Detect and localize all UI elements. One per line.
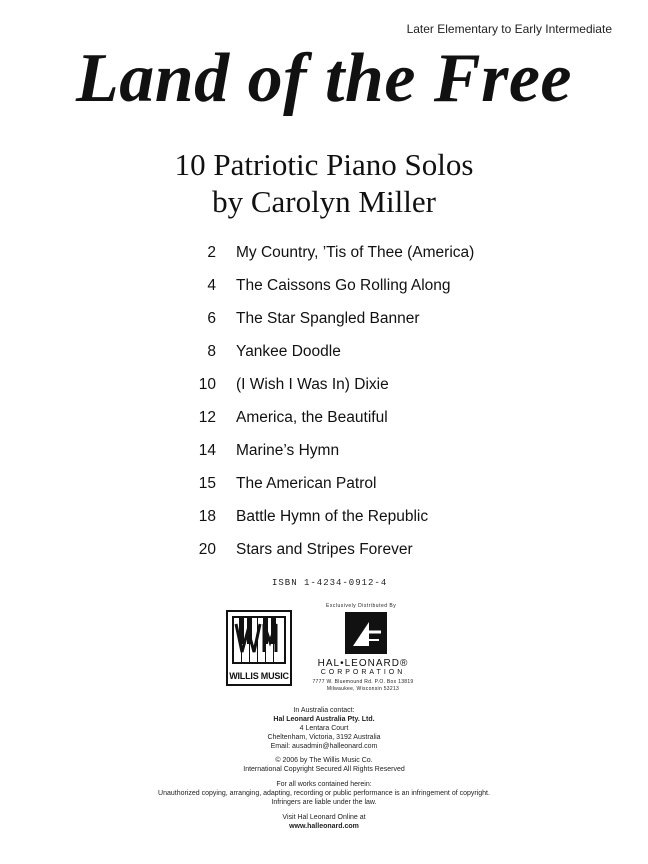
subtitle-line-1: 10 Patriotic Piano Solos bbox=[174, 147, 474, 182]
toc-item bbox=[180, 343, 540, 376]
toc-page-number: 4 bbox=[207, 277, 216, 294]
copyright-line-2: International Copyright Secured All Rights Reserved bbox=[243, 766, 405, 773]
legal-line-1: For all works contained herein: bbox=[276, 781, 372, 788]
toc-item bbox=[180, 508, 540, 541]
toc-page-number: 12 bbox=[198, 409, 216, 426]
toc-song-title: Battle Hymn of the Republic bbox=[236, 508, 429, 525]
toc-item bbox=[180, 475, 540, 508]
toc-item bbox=[180, 541, 540, 574]
toc-item bbox=[180, 376, 540, 409]
toc-item bbox=[180, 277, 540, 310]
toc-song-title: Stars and Stripes Forever bbox=[236, 541, 413, 558]
visit-online bbox=[0, 813, 648, 831]
toc-page-number: 14 bbox=[198, 442, 216, 459]
copyright-line-1: © 2006 by The Willis Music Co. bbox=[275, 757, 373, 764]
toc-item bbox=[180, 442, 540, 475]
toc-song-title: (I Wish I Was In) Dixie bbox=[236, 376, 389, 393]
toc-page-number: 18 bbox=[198, 508, 216, 525]
legal-line-3: Infringers are liable under the law. bbox=[271, 799, 377, 806]
australia-line-1: In Australia contact: bbox=[293, 707, 355, 714]
legal-notice bbox=[0, 780, 648, 807]
australia-line-4: Cheltenham, Victoria, 3192 Australia bbox=[267, 734, 381, 741]
willis-logo-text: WILLIS MUSIC bbox=[229, 671, 289, 681]
australia-email: Email: ausadmin@halleonard.com bbox=[270, 743, 378, 750]
distributor-address-line-1: 7777 W. Bluemound Rd. P.O. Box 13819 bbox=[312, 679, 414, 685]
toc-song-title: My Country, ’Tis of Thee (America) bbox=[236, 244, 475, 261]
toc-item bbox=[180, 409, 540, 442]
table-of-contents bbox=[180, 244, 540, 574]
toc-song-title: The American Patrol bbox=[236, 475, 377, 492]
toc-page-number: 10 bbox=[198, 376, 216, 393]
australia-company: Hal Leonard Australia Pty. Ltd. bbox=[273, 716, 375, 723]
level-label: Later Elementary to Early Intermediate bbox=[406, 22, 612, 36]
subtitle-line-2: by Carolyn Miller bbox=[212, 184, 436, 219]
toc-page-number: 15 bbox=[198, 475, 216, 492]
copyright-notice bbox=[0, 756, 648, 774]
isbn: ISBN 1-4234-0912-4 bbox=[272, 578, 388, 588]
toc-page-number: 6 bbox=[207, 310, 216, 327]
toc-song-title: Marine’s Hymn bbox=[236, 442, 340, 459]
toc-song-title: America, the Beautiful bbox=[236, 409, 388, 426]
toc-page-number: 8 bbox=[207, 343, 216, 360]
toc-song-title: The Caissons Go Rolling Along bbox=[236, 277, 451, 294]
legal-line-2: Unauthorized copying, arranging, adapting, recording or public performance is an infringement of copyright. bbox=[158, 790, 490, 797]
distributor-label: Exclusively Distributed By bbox=[326, 603, 397, 609]
toc-song-title: The Star Spangled Banner bbox=[236, 310, 420, 327]
website-link[interactable]: www.halleonard.com bbox=[289, 823, 359, 830]
toc-page-number: 20 bbox=[198, 541, 216, 558]
distributor-name: HAL•LEONARD® bbox=[317, 658, 409, 669]
australia-line-3: 4 Lentara Court bbox=[299, 725, 349, 732]
toc-item bbox=[180, 244, 540, 277]
toc-song-title: Yankee Doodle bbox=[236, 343, 341, 360]
book-title: Land of the Free bbox=[75, 40, 573, 117]
visit-line-1: Visit Hal Leonard Online at bbox=[282, 814, 366, 821]
toc-page-number: 2 bbox=[207, 244, 216, 261]
distributor-corporation: CORPORATION bbox=[320, 669, 406, 676]
hal-leonard-logo-icon bbox=[345, 612, 387, 654]
distributor-address-line-2: Milwaukee, Wisconsin 53213 bbox=[326, 686, 400, 692]
willis-music-logo bbox=[226, 610, 292, 686]
toc-item bbox=[180, 310, 540, 343]
piano-keys-icon bbox=[232, 616, 286, 664]
australia-contact bbox=[0, 706, 648, 751]
